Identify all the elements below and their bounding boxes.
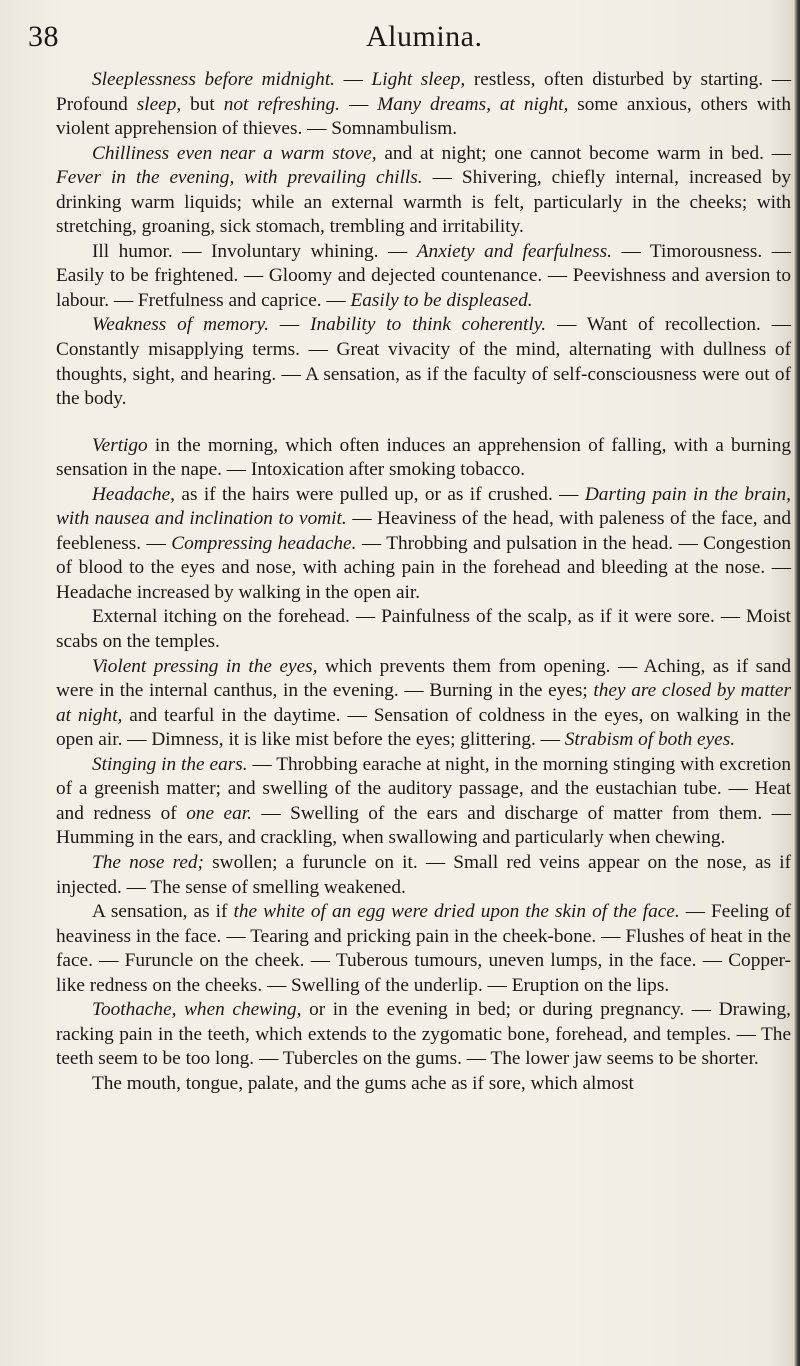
text-run: External itching on the forehead. — Painfulness of the scalp, as if it were sore. — Moist scabs on the temples. [56,606,791,653]
text-run: or in the evening in bed; or during pregnancy. — Drawing, racking pain in the teeth, which extends to the zygomatic bone, forehead, and temples. — The teeth seem to be too long. — Tubercles on the gums. — The lower jaw seems to be shorter. [56,999,791,1070]
paragraph [56,313,791,411]
paragraph [56,900,791,998]
italic-text-run: Anxiety and fearfulness. [416,240,612,262]
text-run: Ill humor. — Involuntary whining. — [92,240,417,262]
page-binding-shadow [794,0,800,1366]
body-text [56,68,791,1096]
text-run: — [268,314,311,336]
text-run: The mouth, tongue, palate, and the gums ache as if sore, which almost [92,1072,634,1094]
text-run: but [181,93,224,115]
italic-text-run: one ear. [186,802,252,824]
text-run: — Throbbing earache at night, in the morning stinging with excretion of a greenish matter; and swelling of the auditory passage, and the eustachian tube. — Heat and redness of [56,753,791,824]
text-run: in the morning, which often induces an apprehension of falling, with a burning sensation in the nape. — Intoxication after smoking tobacco. [56,434,791,481]
running-title: Alumina. [366,20,483,53]
text-run: restless, often disturbed by starting. — Profound [56,69,791,115]
italic-text-run: Vertigo [92,434,148,456]
italic-text-run: Fever in the evening, with prevailing chills. [56,167,423,189]
text-run: A sensation, as if [92,901,234,923]
italic-text-run: Toothache, when chewing, [92,999,302,1021]
italic-text-run: Darting pain in the brain, with nausea and inclination to vomit. [56,483,791,530]
italic-text-run: Headache, [92,483,175,505]
italic-text-run: Inability to think coherently. [310,314,547,336]
text-run: and tearful in the daytime. — Sensation of coldness in the eyes, on walking in the open air. — Dimness, it is like mist before the eyes; glittering. — [56,704,791,751]
italic-text-run: Stinging in the ears. [92,753,248,775]
paragraph [56,240,791,314]
text-run: — [335,69,372,90]
italic-text-run: Sleeplessness before midnight. [92,69,335,90]
text-run: — Shivering, chiefly internal, increased by drinking warm liquids; while an external warmth is felt, particularly in the cheeks; with stretching, groaning, sick stomach, trembling and irritability. [56,167,791,238]
italic-text-run: they are closed by matter at night, [56,680,791,726]
paragraph [56,998,791,1072]
paragraph [56,753,791,851]
text-run: which prevents them from opening. — Aching, as if sand were in the internal canthus, in the evening. — Burning in the eyes; [56,655,791,702]
italic-text-run: Many dreams, at night, [377,93,569,115]
paragraph [56,434,791,483]
paragraph [56,483,791,606]
italic-text-run: not refreshing. [223,93,340,115]
text-run: — Swelling of the ears and discharge of matter from them. — Humming in the ears, and crackling, when swallowing and particularly when chewing. [56,802,792,849]
page-header [28,20,768,60]
text-run: — Throbbing and pulsation in the head. — Congestion of blood to the eyes and nose, with aching pain in the forehead and bleeding at the nose. — Headache increased by walking in the open air. [56,532,792,603]
paragraph [56,68,791,142]
text-run: — Want of recollection. — Constantly misapplying terms. — Great vivacity of the mind, alternating with dullness of thoughts, sight, and hearing. — A sensation, as if the faculty of self-consciousness were out of the body. [56,314,791,410]
italic-text-run: The nose red; [92,851,204,873]
italic-text-run: Strabism of both eyes. [564,729,736,751]
italic-text-run: Easily to be displeased. [350,289,533,311]
paragraph [56,851,791,900]
paragraph [56,605,791,654]
italic-text-run: Light sleep, [371,69,466,90]
italic-text-run: Violent pressing in the eyes, [92,655,318,677]
text-run: — Feeling of heaviness in the face. — Tearing and pricking pain in the cheek-bone. — Flushes of heat in the face. — Furuncle on the cheek. — Tuberous tumours, uneven lumps, in the face. — Copper-like redness on the cheeks. — Swelling of the underlip. — Eruption on the lips. [56,901,792,996]
text-run: — Timorousness. — Easily to be frightened. — Gloomy and dejected countenance. — Peevishness and aversion to labour. — Fretfulness and caprice. — [56,240,791,311]
text-run: — Heaviness of the head, with paleness of the face, and feebleness. — [56,508,791,554]
text-run: some anxious, others with violent apprehension of thieves. — Somnambulism. [56,93,792,140]
paragraph [56,142,791,240]
italic-text-run: Weakness of memory. [92,314,269,336]
text-run: — [339,93,378,115]
italic-text-run: sleep, [136,93,182,115]
text-run: as if the hairs were pulled up, or as if crushed. — [174,483,585,505]
page-number: 38 [28,20,59,53]
text-run: swollen; a furuncle on it. — Small red veins appear on the nose, as if injected. — The sense of smelling weakened. [56,851,792,898]
text-run: and at night; one cannot become warm in bed. — [376,142,791,164]
paragraph [56,655,791,753]
italic-text-run: Compressing headache. [171,532,357,554]
italic-text-run: the white of an egg were dried upon the skin of the face. [233,901,680,923]
italic-text-run: Chilliness even near a warm stove, [92,142,377,164]
paragraph [56,1072,791,1097]
